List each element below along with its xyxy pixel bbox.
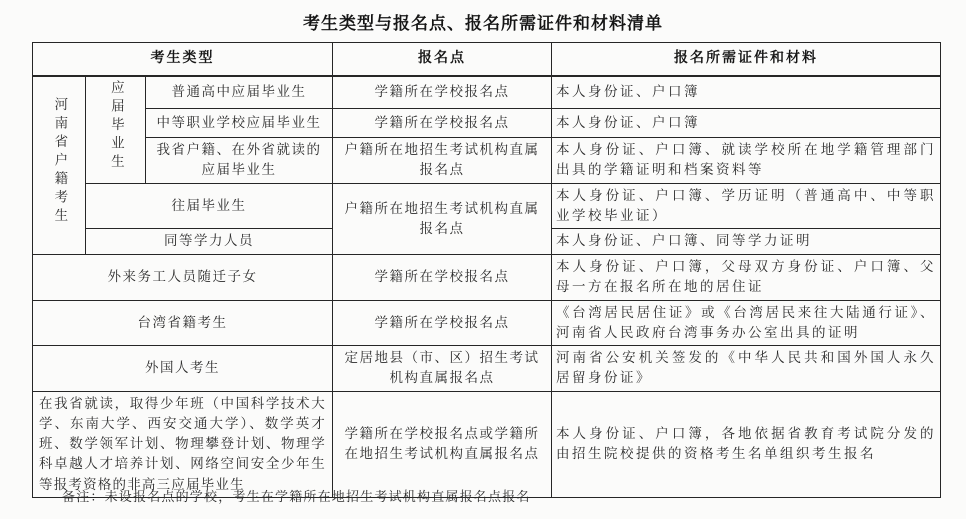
- cell-materials: 本人身份证、户口簿，各地依据省教育考试院分发的由招生院校提供的资格考生名单组织考生报名: [552, 391, 941, 497]
- cell-candidate-type: 同等学力人员: [86, 229, 333, 255]
- cell-candidate-type: 中等职业学校应届毕业生: [146, 109, 333, 138]
- cell-candidate-type: 普通高中应届毕业生: [146, 76, 333, 109]
- cell-registration-point: 学籍所在学校报名点: [333, 109, 552, 138]
- cell-materials: 本人身份证、户口簿，父母双方身份证、户口簿、父母一方在报名所在地的居住证: [552, 255, 941, 301]
- cell-registration-point: 定居地县（市、区）招生考试机构直属报名点: [333, 346, 552, 392]
- cell-candidate-type: 往届毕业生: [86, 183, 333, 229]
- cell-materials: 本人身份证、户口簿、就读学校所在地学籍管理部门出具的学籍证明和档案资料等: [552, 138, 941, 184]
- cell-candidate-type: 外来务工人员随迁子女: [33, 255, 333, 301]
- footnote: 备注：未设报名点的学校，考生在学籍所在地招生考试机构直属报名点报名: [62, 490, 531, 505]
- vertical-label: 应届毕业生: [107, 80, 124, 173]
- cell-materials: 本人身份证、户口簿: [552, 109, 941, 138]
- table-row: [33, 109, 941, 138]
- vertical-label: 河南省户籍考生: [51, 97, 68, 227]
- table-header-row: [33, 43, 941, 76]
- cell-registration-point: 学籍所在学校报名点: [333, 255, 552, 301]
- cell-materials: 本人身份证、户口簿、同等学力证明: [552, 229, 941, 255]
- page-title: 考生类型与报名点、报名所需证件和材料清单: [303, 14, 663, 34]
- table-row: [33, 76, 941, 109]
- cell-materials: 本人身份证、户口簿: [552, 76, 941, 109]
- header-candidate-type: 考生类型: [33, 43, 333, 76]
- cell-candidate-type: 台湾省籍考生: [33, 300, 333, 346]
- cell-candidate-type: 外国人考生: [33, 346, 333, 392]
- header-materials: 报名所需证件和材料: [552, 43, 941, 76]
- cell-materials: 《台湾居民居住证》或《台湾居民来往大陆通行证》、河南省人民政府台湾事务办公室出具的证明: [552, 300, 941, 346]
- cell-registration-point: 学籍所在学校报名点: [333, 300, 552, 346]
- cell-materials: 本人身份证、户口簿、学历证明（普通高中、中等职业学校毕业证）: [552, 183, 941, 229]
- cell-registration-point: 学籍所在学校报名点: [333, 76, 552, 109]
- registration-table: [32, 42, 941, 498]
- table-row: [33, 346, 941, 392]
- table-row: [33, 138, 941, 184]
- cell-candidate-type: 在我省就读，取得少年班（中国科学技术大学、东南大学、西安交通大学）、数学英才班、数学领军计划、物理攀登计划、物理学科卓越人才培养计划、网络空间安全少年生等报考资格的非高三应届毕业生: [33, 391, 333, 497]
- table-row: [33, 391, 941, 497]
- group-label-henan-household: [33, 76, 86, 255]
- cell-registration-point: 户籍所在地招生考试机构直属报名点: [333, 138, 552, 184]
- group-label-current-graduates: [86, 76, 146, 184]
- table-row: [33, 255, 941, 301]
- cell-registration-point: 学籍所在学校报名点或学籍所在地招生考试机构直属报名点: [333, 391, 552, 497]
- table-row: [33, 300, 941, 346]
- cell-candidate-type: 我省户籍、在外省就读的应届毕业生: [146, 138, 333, 184]
- cell-materials: 河南省公安机关签发的《中华人民共和国外国人永久居留身份证》: [552, 346, 941, 392]
- header-registration-point: 报名点: [333, 43, 552, 76]
- table-row: [33, 183, 941, 229]
- cell-registration-point: 户籍所在地招生考试机构直属报名点: [333, 183, 552, 255]
